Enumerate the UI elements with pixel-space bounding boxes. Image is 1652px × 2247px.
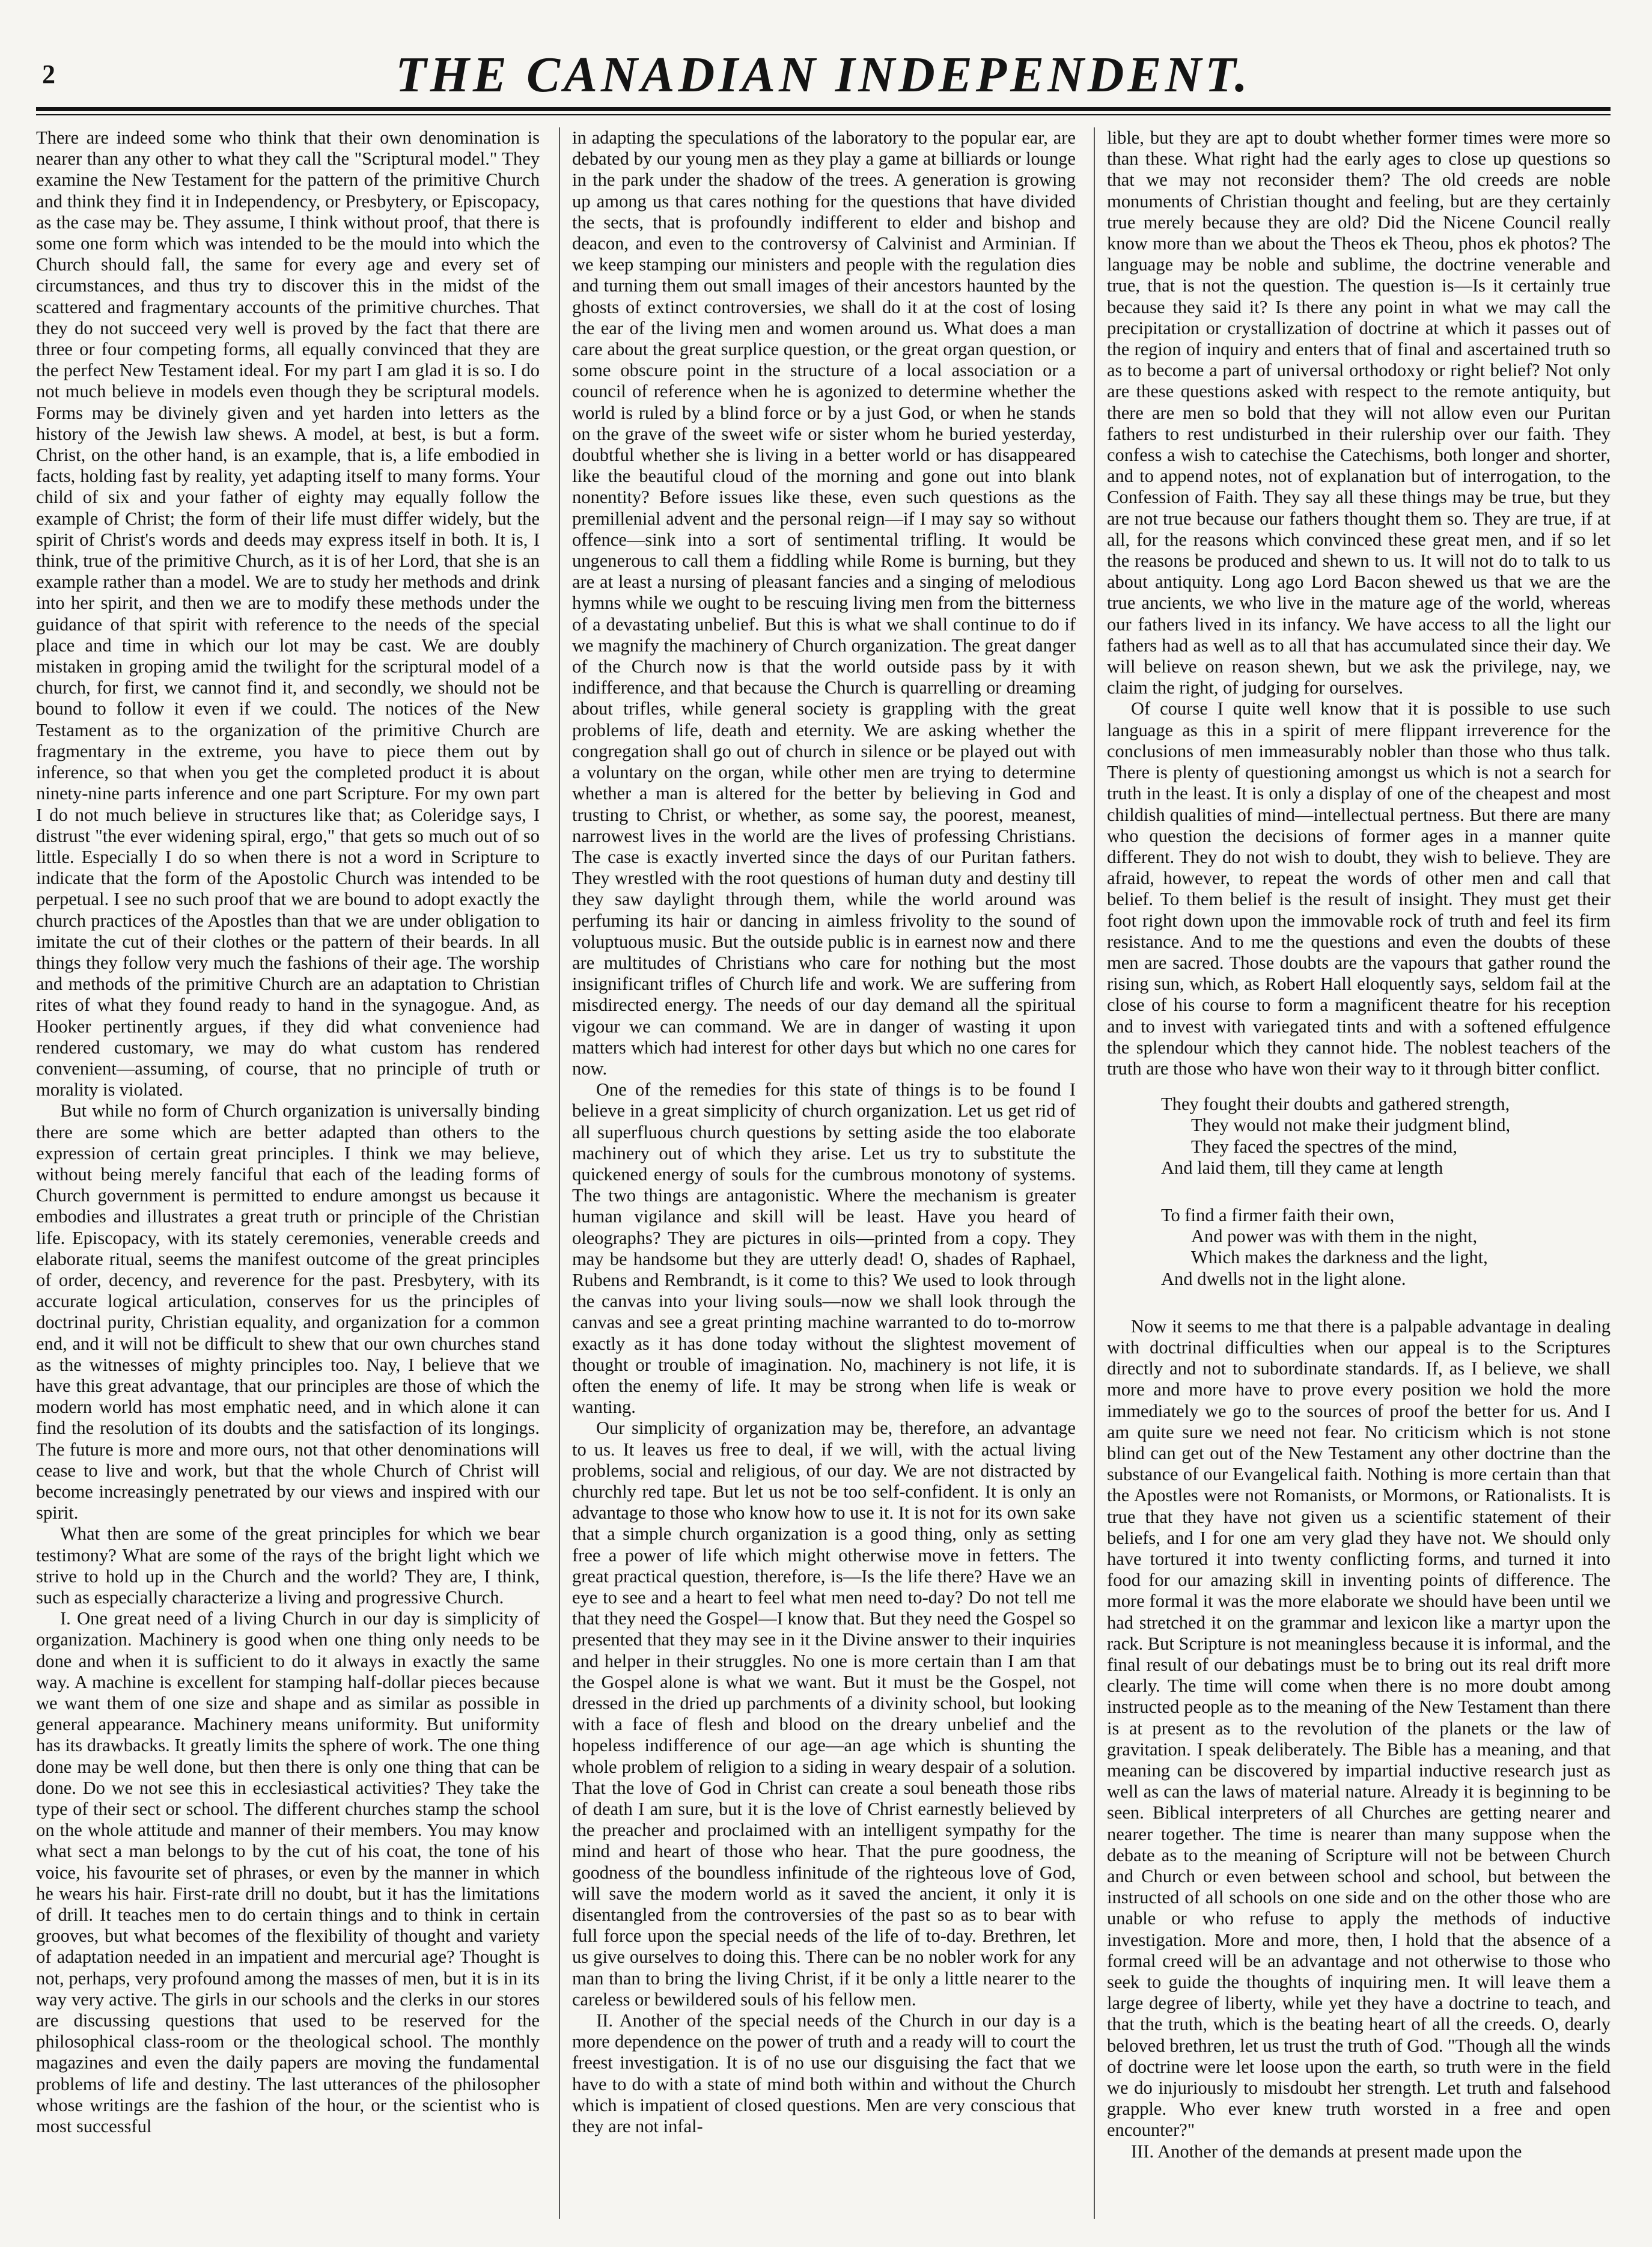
paragraph: II. Another of the special needs of the Church in our day is a more dependence on the power of truth and a ready will to court the freest investigation. It is of no use our disguising the fact that we have to do with a state of mind both within and without the Church which is impatient of closed questions. Men are very conscious that they are not infal- bbox=[572, 2010, 1076, 2137]
poem-stanza bbox=[1107, 1205, 1611, 1290]
column-2 bbox=[572, 127, 1076, 2219]
page-header bbox=[36, 35, 1611, 107]
paragraph: Now it seems to me that there is a palpable advantage in dealing with doctrinal difficulties when our appeal is to the Scriptures directly and not to subordinate standards. If, as I believe, we shall more and more have to prove every position we hold the more immediately we go to the sources of proof the better for us. And I am quite sure we need not fear. No criticism which is not stone blind can get out of the New Testament any other doctrine than the substance of our Evangelical faith. Nothing is more certain than that the Apostles were not Romanists, or Mormons, or Rationalists. It is true that they have not given us a scientific statement of their beliefs, and I for one am very glad they have not. We should only have tortured it into twenty conflicting forms, and turned it into food for our amazing skill in inventing points of difference. The more formal it was the more elaborate we should have been until we had stretched it on the grammar and lexicon like a martyr upon the rack. But Scripture is not meaningless because it is informal, and the final result of our debatings must be to bring out its real drift more clearly. The time will come when there is no more doubt among instructed people as to the meaning of the New Testament than there is at present as to the revolution of the planets or the law of gravitation. I speak deliberately. The Bible has a meaning, and that meaning can be discovered by impartial inductive research just as well as can the laws of material nature. Already it is beginning to be seen. Biblical interpreters of all Churches are getting nearer and nearer together. The time is nearer than many suppose when the debate as to the meaning of Scripture will not be between Church and Church or even between school and school, but between the instructed of all schools on one side and on the other those who are unable or who refuse to apply the methods of inductive investigation. More and more, then, I hold that the absence of a formal creed will be an advantage and not otherwise to those who seek to guide the thoughts of inquiring men. It will leave them a large degree of liberty, while yet they have a doctrine to teach, and that the truth, which is the beating heart of all the creeds. O, dearly beloved brethren, let us trust the truth of God. "Though all the winds of doctrine were let loose upon the earth, so truth were in the field we do injuriously to misdoubt her strength. Let truth and falsehood grapple. Who ever knew truth worsted in a free and open encounter?" bbox=[1107, 1316, 1611, 2141]
column-1 bbox=[36, 127, 540, 2219]
poem-line: Which makes the darkness and the light, bbox=[1191, 1247, 1488, 1268]
column-3 bbox=[1107, 127, 1611, 2219]
paragraph: There are indeed some who think that their own denomination is nearer than any other to what they call the "Scriptural model." They examine the New Testament for the pattern of the primitive Church and think they find it in Independency, or Presbytery, or Episcopacy, as the case may be. They assume, I think without proof, that there is some one form which was intended to be the mould into which the Church should fall, the same for every age and every set of circumstances, and thus try to discover this in the midst of the scattered and fragmentary accounts of the primitive churches. That they do not succeed very well is proved by the fact that there are three or four competing forms, all equally convinced that they are the perfect New Testament ideal. For my part I am glad it is so. I do not much believe in models even though they be scriptural models. Forms may be divinely given and yet harden into letters as the history of the Jewish law shews. A model, at best, is but a form. Christ, on the other hand, is an example, that is, a life embodied in facts, holding fast by reality, yet adapting itself to many forms. Your child of six and your father of eighty may equally follow the example of Christ; the form of their life must differ widely, but the spirit of Christ's words and deeds may express itself in both. It is, I think, true of the primitive Church, as it is of her Lord, that she is an example rather than a model. We are to study her methods and drink into her spirit, and then we are to modify these methods under the guidance of that spirit with reference to the needs of the special place and time in which our lot may be cast. We are doubly mistaken in groping amid the twilight for the scriptural model of a church, for first, we cannot find it, and secondly, we should not be bound to follow it even if we could. The notices of the New Testament as to the organization of the primitive Church are fragmentary in the extreme, you have to piece them out by inference, so that when you get the completed product it is about ninety-nine parts inference and one part Scripture. For my own part I do not much believe in structures like that; as Coleridge says, I distrust "the ever widening spiral, ergo," that gets so much out of so little. Especially I do so when there is not a word in Scripture to indicate that the form of the Apostolic Church was intended to be perpetual. I see no such proof that we are bound to adopt exactly the church practices of the Apostles than that we are under obligation to imitate the cut of their clothes or the pattern of their beards. In all things they follow very much the fashions of their age. The worship and methods of the primitive Church are an adaptation to Christian rites of what they found ready to hand in the synagogue. And, as Hooker pertinently argues, if they did what convenience had rendered customary, we may do what custom has rendered convenient—assuming, of course, that no principle of truth or morality is violated. bbox=[36, 127, 540, 1100]
masthead-title: THE CANADIAN INDEPENDENT. bbox=[395, 47, 1251, 103]
paragraph: in adapting the speculations of the laboratory to the popular ear, are debated by our young men as they play a game at billiards or lounge in the park under the shadow of the trees. A generation is growing up among us that cares nothing for the questions that have divided the sects, that is profoundly indifferent to elder and bishop and deacon, and even to the controversy of Calvinist and Arminian. If we keep stamping our ministers and people with the regulation dies and turning them out small images of their ancestors haunted by the ghosts of extinct controversies, we shall do it at the cost of losing the ear of the living men and women around us. What does a man care about the great surplice question, or the great organ question, or some obscure point in the structure of a local association or a council of reference when he is agonized to determine whether the world is ruled by a blind force or by a just God, or when he stands on the grave of the sweet wife or sister whom he buried yesterday, doubtful whether she is living in a better world or has disappeared like the beautiful cloud of the morning and gone out into blank nonentity? Before issues like these, even such questions as the premillenial advent and the personal reign—if I may say so without offence—sink into a sort of sentimental trifling. It would be ungenerous to call them a fiddling while Rome is burning, but they are at least a nursing of pleasant fancies and a singing of melodious hymns while we ought to be rescuing living men from the bitterness of a devastating unbelief. But this is what we shall continue to do if we magnify the machinery of Church organization. The great danger of the Church now is that the world outside pass by it with indifference, and that because the Church is quarrelling or dreaming about trifles, while general society is grappling with the great problems of life, death and eternity. We are asking whether the congregation shall go out of church in silence or be played out with a voluntary on the organ, while other men are trying to determine whether a man is altered for the better by believing in God and trusting to Christ, or whether, as some say, the poorest, meanest, narrowest lives in the world are the lives of professing Christians. The case is exactly inverted since the days of our Puritan fathers. They wrestled with the root questions of human duty and destiny till they saw daylight through them, while the world around was perfuming its hair or dancing in aimless frivolity to the sound of voluptuous music. But the outside public is in earnest now and there are multitudes of Christians who care for nothing but the most insignificant trifles of Church life and work. We are suffering from misdirected energy. The needs of our day demand all the spiritual vigour we can command. We are in danger of wasting it upon matters which had interest for other days but which no one cares for now. bbox=[572, 127, 1076, 1079]
poem-line: They would not make their judgment blind, bbox=[1191, 1115, 1511, 1136]
poem-line: They faced the spectres of the mind, bbox=[1191, 1136, 1457, 1157]
column-divider bbox=[1094, 127, 1095, 2219]
poem-line: And dwells not in the light alone. bbox=[1161, 1268, 1406, 1289]
poem-quote bbox=[1107, 1094, 1611, 1290]
paragraph: Our simplicity of organization may be, therefore, an advantage to us. It leaves us free to deal, if we will, with the actual living problems, social and religious, of our day. We are not distracted by churchly red tape. But let us not be too self-confident. It is only an advantage to those who know how to use it. It is not for its own sake that a simple church organization is a good thing, only as setting free a power of life which might otherwise move in fetters. The great practical question, therefore, is—Is the life there? Have we an eye to see and a heart to feel what men need to-day? Do not tell me that they need the Gospel—I know that. But they need the Gospel so presented that they may see in it the Divine answer to their inquiries and helper in their struggles. No one is more certain than I am that the Gospel alone is what we want. But it must be the Gospel, not dressed in the dried up parchments of a divinity school, but looking with a face of flesh and blood on the dreary unbelief and the hopeless indifference of our age—an age which is shunting the whole problem of religion to a siding in weary despair of a solution. That the love of God in Christ can create a soul beneath those ribs of death I am sure, but it is the love of Christ earnestly believed by the preacher and proclaimed with an intelligent sympathy for the mind and heart of those who hear. That the pure goodness, the goodness of the boundless infinitude of the righteous love of God, will save the modern world as it saved the ancient, it only it is disentangled from the controversies of the past so as to bear with full force upon the special needs of the life of to-day. Brethren, let us give ourselves to doing this. There can be no nobler work for any man than to bring the living Christ, if it be only a little nearer to the careless or bewildered souls of his fellow men. bbox=[572, 1418, 1076, 2010]
header-rule-thin bbox=[36, 114, 1611, 115]
poem-line: To find a firmer faith their own, bbox=[1161, 1204, 1395, 1225]
page-number: 2 bbox=[42, 59, 55, 89]
paragraph: I. One great need of a living Church in our day is simplicity of organization. Machinery is good when one thing only needs to be done and when it is sufficient to do it always in exactly the same way. A machine is excellent for stamping half-dollar pieces because we want them of one size and shape and as similar as possible in general appearance. Machinery means uniformity. But uniformity has its drawbacks. It greatly limits the sphere of work. The one thing done may be well done, but then there is only one thing that can be done. Do we not see this in ecclesiastical activities? They take the type of their sect or school. The different churches stamp the school on the whole attitude and manner of their members. You may know what sect a man belongs to by the cut of his coat, the tone of his voice, his favourite set of phrases, or even by the manner in which he wears his hair. First-rate drill no doubt, but it has the limitations of drill. It teaches men to do certain things and to think in certain grooves, but what becomes of the flexibility of thought and variety of adaptation needed in an impatient and mercurial age? Thought is not, perhaps, very profound among the masses of men, but it is in its way very active. The girls in our schools and the clerks in our stores are discussing questions that used to be reserved for the philosophical class-room or the theological school. The monthly magazines and even the daily papers are moving the fundamental problems of life and destiny. The last utterances of the philosopher whose writings are the fashion of the hour, or the scientist who is most successful bbox=[36, 1608, 540, 2137]
paragraph: One of the remedies for this state of things is to be found I believe in a great simplicity of church organization. Let us get rid of all superfluous church questions by setting aside the too elaborate machinery out of which they arise. Let us try to substitute the quickened energy of souls for the cumbrous monotony of systems. The two things are antagonistic. Where the mechanism is greater human vigilance and skill will be least. Have you heard of oleographs? They are pictures in oils—printed from a copy. They may be handsome but they are utterly dead! O, shades of Raphael, Rubens and Rembrandt, is it come to this? We used to look through the canvas into your living souls—now we shall look through the canvas and see a great printing machine warranted to do to-morrow exactly as it has done today without the slightest movement of thought or trouble of imagination. No, machinery is not life, it is often the enemy of life. It may be strong when life is weak or wanting. bbox=[572, 1079, 1076, 1418]
header-rule-thick bbox=[36, 107, 1611, 111]
paragraph: lible, but they are apt to doubt whether former times were more so than these. What right had the early ages to close up questions so that we may not reconsider them? The old creeds are noble monuments of Christian thought and feeling, but are they certainly true merely because they are old? Did the Nicene Council really know more than we about the Theos ek Theou, phos ek photos? The language may be noble and sublime, the doctrine venerable and true, that is not the question. The question is—Is it certainly true because they said it? Is there any point in what we may call the precipitation or crystallization of doctrine at which it passes out of the region of inquiry and enters that of final and ascertained truth so as to become a part of universal orthodoxy or right belief? Not only are these questions asked with respect to the remote antiquity, but there are men so bold that they will not allow even our Puritan fathers to rest undisturbed in their rulership over our faith. They confess a wish to catechise the Catechisms, both longer and shorter, and to append notes, not of explanation but of interrogation, to the Confession of Faith. They say all these things may be true, but they are not true because our fathers thought them so. They are true, if at all, for the reasons which convinced these great men, and if so let the reasons be produced and shewn to us. It will not do to talk to us about antiquity. Long ago Lord Bacon shewed us that we are the true ancients, we who live in the mature age of the world, whereas our fathers lived in its infancy. We have access to all the light our fathers had as well as to all that has accumulated since their day. We will believe on reason shewn, but we ask the privilege, nay, we claim the right, of judging for ourselves. bbox=[1107, 127, 1611, 698]
poem-line: And laid them, till they came at length bbox=[1161, 1157, 1443, 1178]
paragraph: Of course I quite well know that it is possible to use such language as this in a spirit of mere flippant irreverence for the conclusions of men immeasurably nobler than those who thus talk. There is plenty of questioning amongst us which is not a search for truth in the least. It is only a display of one of the cheapest and most childish qualities of mind—intellectual pertness. But there are many who question the decisions of former ages in a manner quite different. They do not wish to doubt, they wish to believe. They are afraid, however, to repeat the words of other men and call that belief. To them belief is the result of insight. They must get their foot right down upon the immovable rock of truth and feel its firm resistance. And to me the questions and even the doubts of these men are sacred. Those doubts are the vapours that gather round the rising sun, which, as Robert Hall eloquently says, seldom fail at the close of his course to form a magnificent theatre for his reception and to invest with variegated tints and with a softened effulgence the splendour which they cannot hide. The noblest teachers of the truth are those who have won their way to it through bitter conflict. bbox=[1107, 698, 1611, 1079]
poem-line: And power was with them in the night, bbox=[1191, 1226, 1478, 1247]
poem-line: They fought their doubts and gathered strength, bbox=[1161, 1094, 1510, 1115]
paragraph: But while no form of Church organization is universally binding there are some which are better adapted than others to the expression of certain great principles. I think we may believe, without being merely fanciful that each of the leading forms of Church government is permitted to endure amongst us because it embodies and illustrates a great truth or principle of the Christian life. Episcopacy, with its stately ceremonies, venerable creeds and elaborate ritual, seems the manifest outcome of the great principles of order, decency, and reverence for the past. Presbytery, with its accurate logical articulation, conserves for us the principles of doctrinal purity, Christian equality, and organization for a common end, and it will not be difficult to shew that our own churches stand as the witnesses of mighty principles too. Nay, I believe that we have this great advantage, that our principles are those of which the modern world has most emphatic need, and in which alone it can find the resolution of its doubts and the satisfaction of its longings. The future is more and more ours, not that other denominations will cease to live and work, but that the whole Church of Christ will become increasingly penetrated by our views and inspired with our spirit. bbox=[36, 1100, 540, 1523]
paragraph: III. Another of the demands at present made upon the bbox=[1131, 2141, 1522, 2162]
paragraph: What then are some of the great principles for which we bear testimony? What are some of the rays of the bright light which we strive to hold up in the Church and the world? They are, I think, such as especially characterize a living and progressive Church. bbox=[36, 1523, 540, 1608]
poem-stanza bbox=[1107, 1094, 1611, 1178]
column-divider bbox=[559, 127, 560, 2219]
